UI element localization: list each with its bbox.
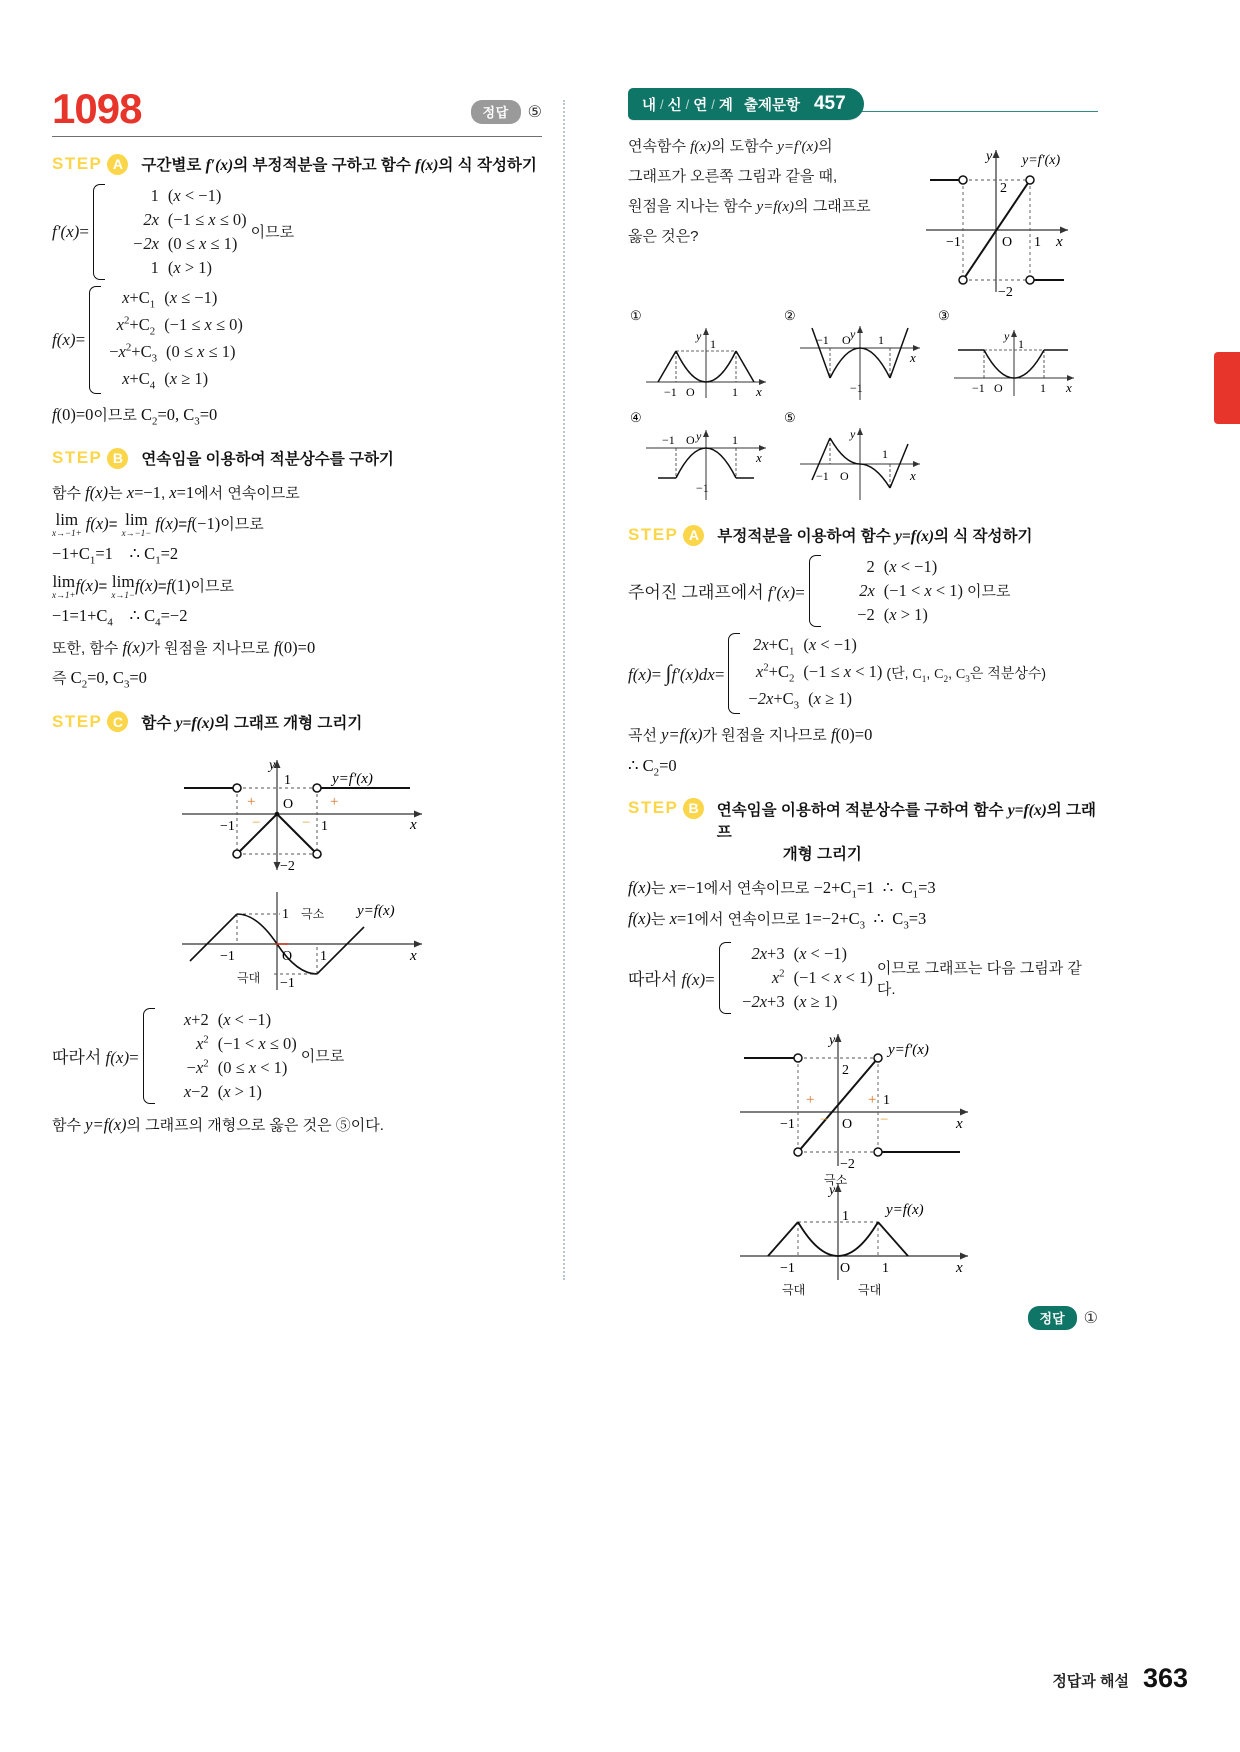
step-title: 함수 y=f(x)의 그래프 개형 그리기	[141, 714, 363, 732]
answer-label: 정답	[471, 100, 521, 124]
integral-tail: (단, $C_1$, $C_2$, $C_3$은 적분상수)	[886, 664, 1047, 684]
svg-text:−1: −1	[780, 1260, 795, 1276]
right-a-tail: 이므로	[967, 583, 1011, 601]
step-title: 연속임을 이용하여 적분상수를 구하여 함수 y=f(x)의 그래프 개형 그리기	[716, 801, 1096, 863]
choices-row-2	[628, 408, 1098, 508]
svg-text:y=f(x): y=f(x)	[357, 902, 395, 919]
step-word: STEP	[628, 797, 679, 817]
brace	[93, 184, 105, 280]
svg-text:−: −	[820, 1111, 829, 1128]
svg-text:2: 2	[842, 1062, 849, 1078]
limit-operator: lim x→1+	[52, 572, 76, 601]
svg-text:x: x	[410, 816, 417, 833]
svg-text:y=f′(x): y=f′(x)	[332, 770, 373, 787]
svg-text:1: 1	[320, 948, 327, 964]
right-step-b-heading	[628, 798, 1098, 864]
problem-line: 원점을 지나는 함수 y=f(x)의 그래프로	[628, 197, 871, 215]
svg-text:−2: −2	[280, 858, 295, 874]
right-b-line2: f(x)는 x=1에서 연속이므로 $1=-2+C_3$ ∴ $C_3=3$	[628, 909, 927, 932]
svg-text:y: y	[986, 149, 993, 164]
svg-text:y: y	[1004, 329, 1010, 343]
answer-label: 정답	[1028, 1306, 1077, 1330]
piecewise-row: $2x+C_1$ (x < −1)	[753, 634, 857, 658]
svg-text:+: +	[247, 793, 256, 810]
svg-text:O: O	[842, 1116, 853, 1132]
svg-text:y: y	[696, 429, 702, 443]
svg-text:x: x	[756, 384, 762, 399]
right-a-lhs: 주어진 그래프에서 f′(x)=	[628, 583, 805, 603]
svg-text:x: x	[1066, 380, 1072, 395]
svg-text:O: O	[840, 469, 849, 483]
integral-rows	[748, 633, 882, 714]
svg-text:−1: −1	[220, 948, 235, 964]
svg-text:−2: −2	[840, 1156, 855, 1172]
conclusion-lhs: 따라서 f(x)=	[52, 1048, 139, 1068]
piecewise-row: $x^2$ (−1 < x ≤ 0)	[195, 1033, 297, 1053]
brace	[728, 633, 740, 714]
section-tab	[628, 88, 864, 120]
f-zero-line: f(0)=0이므로 $C_2=0$, $C_3=0$	[52, 405, 218, 428]
svg-text:O: O	[283, 796, 294, 812]
svg-text:1: 1	[878, 333, 884, 347]
svg-text:−1: −1	[662, 433, 675, 447]
svg-text:1: 1	[842, 1208, 849, 1224]
svg-text:y: y	[269, 757, 276, 773]
question-number: 1098	[52, 85, 142, 132]
svg-text:①: ①	[630, 308, 642, 323]
svg-text:y=f′(x): y=f′(x)	[888, 1041, 929, 1058]
svg-text:1: 1	[883, 1092, 890, 1108]
step-b-heading	[52, 447, 542, 469]
svg-text:−1: −1	[780, 1116, 795, 1132]
fprime-tail: 이므로	[250, 224, 295, 242]
choice-option-5[interactable]	[782, 408, 932, 508]
left-column	[52, 85, 542, 1140]
piecewise-row: 1 (x > 1)	[150, 257, 213, 277]
piecewise-row: x−2 (x > 1)	[183, 1081, 262, 1101]
piecewise-row: −2x (0 ≤ x ≤ 1)	[132, 233, 238, 253]
problem-text	[628, 132, 912, 251]
limit-operator: lim x→−1−	[121, 510, 152, 539]
svg-text:1: 1	[732, 433, 738, 447]
svg-text:극소: 극소	[824, 1172, 848, 1187]
brace	[719, 942, 731, 1014]
piecewise-row: 2 (x < −1)	[866, 557, 938, 576]
limit-subscript: x→1+	[52, 590, 76, 601]
problem-line: 그래프가 오른쪽 그림과 같을 때,	[628, 168, 838, 186]
svg-text:O: O	[282, 948, 293, 964]
svg-text:⑤: ⑤	[784, 410, 796, 425]
f-rows	[109, 286, 243, 394]
edge-index-tab	[1214, 352, 1240, 424]
svg-text:−1: −1	[664, 385, 677, 399]
svg-text:1: 1	[710, 337, 716, 351]
figure-f-left	[162, 882, 542, 1002]
choice-option-1[interactable]	[628, 306, 778, 406]
svg-text:O: O	[840, 1260, 851, 1276]
piecewise-row: $x^2+C_2$ (−1 ≤ x < 1)	[755, 661, 883, 685]
svg-text:1: 1	[284, 772, 291, 788]
svg-text:+: +	[806, 1091, 815, 1108]
step-c-heading	[52, 711, 542, 733]
figure-f-right	[728, 1170, 1098, 1300]
limit-subscript: x→1−	[111, 590, 135, 601]
svg-text:1: 1	[282, 906, 289, 922]
svg-text:+: +	[868, 1091, 877, 1108]
svg-text:극대: 극대	[782, 1282, 806, 1297]
choice-option-2[interactable]	[782, 306, 932, 406]
slash-icon: /	[711, 96, 715, 112]
answer-choice: ①	[1083, 1309, 1098, 1327]
step-title: 연속임을 이용하여 적분상수를 구하기	[141, 451, 394, 469]
conclusion-rows	[163, 1008, 297, 1104]
section-header	[628, 88, 1098, 122]
piecewise-row: $-x^2+C_3$ (0 ≤ x ≤ 1)	[109, 341, 236, 365]
svg-text:1: 1	[1040, 381, 1046, 395]
step-badge: B	[683, 798, 703, 819]
tab-number: 457	[813, 93, 846, 114]
right-b-line1: f(x)는 x=−1에서 연속이므로 $-2+C_1=1$ ∴ $C_1=3$	[628, 877, 936, 901]
brace	[89, 286, 101, 394]
svg-text:y: y	[850, 327, 856, 341]
svg-text:O: O	[1002, 235, 1013, 250]
step-badge: C	[107, 711, 128, 732]
problem-line: 연속함수 f(x)의 도함수 y=f′(x)의	[628, 138, 833, 155]
problem-block	[628, 132, 1098, 302]
svg-text:②: ②	[784, 308, 796, 323]
svg-text:−1: −1	[972, 381, 985, 395]
continuity-line-7: 즉 $C_2=0$, $C_3=0$	[52, 668, 147, 691]
svg-text:−1: −1	[816, 333, 829, 347]
svg-text:x: x	[410, 947, 417, 964]
right-step-a-heading	[628, 524, 1098, 546]
piecewise-row: 2x+3 (x < −1)	[751, 943, 848, 963]
step-badge: B	[107, 448, 128, 469]
figure-fprime-right	[728, 1020, 1098, 1170]
integral-lhs: f(x)= ∫f′(x)dx=	[628, 660, 725, 686]
svg-text:1: 1	[882, 447, 888, 461]
svg-text:O: O	[994, 381, 1003, 395]
piecewise-row: $x+C_1$ (x ≤ −1)	[122, 287, 218, 310]
fprime-rows	[113, 184, 247, 280]
piecewise-row: $x+C_4$ (x ≥ 1)	[122, 368, 209, 392]
piecewise-row: 2x (−1 < x < 1)	[859, 580, 964, 600]
piecewise-row: $-2x+C_3$ (x ≥ 1)	[748, 688, 852, 712]
step-badge: A	[107, 154, 128, 175]
f-piecewise	[52, 286, 542, 394]
svg-text:극대: 극대	[237, 970, 261, 985]
svg-text:y: y	[696, 329, 702, 343]
limit-line-1: lim x→−1+ f(x)= lim x→−1− f(x)=f(−1)이므로	[52, 510, 264, 539]
f-lhs: f(x)=	[52, 329, 86, 349]
svg-text:1: 1	[1018, 337, 1024, 351]
piecewise-row: $x^2$ (−1 < x < 1)	[771, 967, 873, 987]
right-b-tail: 이므로 그래프는 다음 그림과 같다.	[876, 959, 1082, 998]
svg-text:−: −	[880, 1111, 889, 1128]
svg-text:−1: −1	[946, 235, 961, 250]
figure-fprime-left	[162, 742, 542, 882]
piecewise-row: −2x+3 (x ≥ 1)	[742, 991, 838, 1011]
choice-option-4[interactable]	[628, 408, 778, 508]
page-number: 363	[1142, 1663, 1188, 1693]
piecewise-row: $x^2+C_2$ (−1 ≤ x ≤ 0)	[116, 314, 243, 338]
right-a-line3: ∴ $C_2=0$	[628, 755, 677, 778]
piecewise-row: −2 (x > 1)	[857, 604, 928, 624]
svg-text:O: O	[686, 385, 695, 399]
svg-text:−: −	[302, 814, 311, 831]
step-badge: A	[683, 525, 704, 546]
step-word: STEP	[52, 154, 103, 173]
svg-text:③: ③	[938, 308, 950, 323]
footer-label: 정답과 해설	[1052, 1673, 1129, 1690]
right-column	[628, 88, 1098, 1330]
svg-text:−1: −1	[220, 818, 235, 834]
right-fprime-piecewise	[628, 555, 1098, 627]
svg-text:+: +	[330, 793, 339, 810]
choices-row-1	[628, 306, 1098, 406]
svg-text:−: −	[252, 814, 261, 831]
fprime-lhs: f′(x)=	[52, 221, 89, 241]
figure-given-fprime	[918, 132, 1098, 302]
right-a-line2: 곡선 y=f(x)가 원점을 지나므로 f(0)=0	[628, 725, 873, 744]
svg-text:1: 1	[1034, 235, 1041, 250]
choice-option-3[interactable]	[936, 306, 1086, 406]
conclusion-tail: 이므로	[300, 1048, 345, 1066]
tab-seg-1: 내	[642, 97, 657, 114]
limit-operator: lim x→−1+	[52, 510, 82, 539]
step-title: 구간별로 f′(x)의 부정적분을 구하고 함수 f(x)의 식 작성하기	[141, 157, 537, 174]
svg-text:x: x	[910, 350, 916, 365]
svg-text:y=f(x): y=f(x)	[886, 1201, 924, 1218]
right-a-rows	[829, 555, 963, 627]
svg-text:1: 1	[882, 1260, 889, 1276]
piecewise-row: 1 (x < −1)	[150, 186, 222, 205]
svg-text:y: y	[850, 427, 856, 441]
svg-text:x: x	[910, 468, 916, 483]
tab-seg-3: 연	[693, 97, 708, 114]
left-header	[52, 85, 542, 132]
svg-text:y: y	[829, 1182, 836, 1198]
svg-text:−1: −1	[696, 481, 709, 495]
brace	[143, 1008, 155, 1104]
limit-operator: lim x→1−	[111, 572, 135, 601]
svg-text:x: x	[956, 1115, 963, 1132]
tab-label: 출제문항	[743, 97, 800, 114]
right-b-piecewise	[628, 942, 1098, 1014]
svg-text:x: x	[1056, 234, 1063, 250]
svg-text:극대: 극대	[858, 1282, 882, 1297]
limit-subscript: x→−1+	[52, 528, 82, 539]
step-title: 부정적분을 이용하여 함수 y=f(x)의 식 작성하기	[717, 528, 1033, 545]
answer-choice: ⑤	[527, 104, 542, 121]
piecewise-row: 2x (−1 ≤ x ≤ 0)	[143, 209, 247, 229]
final-answer-line: 함수 y=f(x)의 그래프의 개형으로 옳은 것은 ⑤이다.	[52, 1114, 384, 1134]
svg-text:−1: −1	[816, 469, 829, 483]
piecewise-row: $-x^2$ (0 ≤ x < 1)	[186, 1057, 288, 1077]
step-word: STEP	[52, 448, 103, 468]
svg-text:2: 2	[1000, 181, 1007, 196]
svg-text:y: y	[829, 1032, 836, 1048]
fprime-piecewise	[52, 184, 542, 280]
svg-text:1: 1	[732, 385, 738, 399]
step-word: STEP	[52, 711, 103, 731]
brace	[809, 555, 821, 627]
page-footer	[1052, 1663, 1188, 1694]
continuity-line-6: 또한, 함수 f(x)가 원점을 지나므로 f(0)=0	[52, 637, 316, 657]
continuity-line-5: $-1=1+C_4$ ∴ $C_4=-2$	[52, 606, 188, 629]
svg-text:x: x	[956, 1259, 963, 1276]
svg-text:1: 1	[321, 818, 328, 834]
step-a-heading	[52, 153, 542, 175]
svg-text:O: O	[842, 333, 851, 347]
svg-text:O: O	[686, 433, 695, 447]
problem-line: 옳은 것은?	[628, 227, 699, 245]
svg-text:−2: −2	[998, 285, 1013, 300]
svg-text:x: x	[756, 450, 762, 465]
slash-icon: /	[660, 96, 664, 112]
integral-piecewise	[628, 633, 1098, 714]
conclusion-piecewise	[52, 1008, 542, 1104]
continuity-line-3: $-1+C_1=1$ ∴ $C_1=2$	[52, 544, 179, 567]
right-answer-badge	[628, 1306, 1098, 1330]
continuity-line-1: 함수 f(x)는 x=−1, x=1에서 연속이므로	[52, 483, 300, 503]
choices-block	[628, 306, 1098, 508]
svg-text:극소: 극소	[301, 906, 325, 921]
tab-seg-2: 신	[667, 97, 682, 114]
column-divider	[563, 100, 565, 1280]
svg-text:−1: −1	[850, 381, 863, 395]
svg-text:−1: −1	[280, 975, 295, 991]
slash-icon: /	[685, 96, 690, 112]
tab-seg-4: 계	[718, 97, 733, 114]
svg-text:④: ④	[630, 410, 642, 425]
right-b-lhs: 따라서 f(x)=	[628, 970, 715, 990]
right-b-rows	[739, 942, 873, 1014]
limit-subscript: x→−1−	[121, 528, 152, 539]
step-word: STEP	[628, 525, 679, 544]
piecewise-row: x+2 (x < −1)	[183, 1009, 272, 1029]
answer-badge	[471, 100, 542, 124]
limit-line-2: lim x→1+ f(x)= lim x→1− f(x)=f(1)이므로	[52, 572, 234, 601]
header-rule	[52, 136, 542, 137]
svg-text:y=f′(x): y=f′(x)	[1022, 153, 1061, 168]
